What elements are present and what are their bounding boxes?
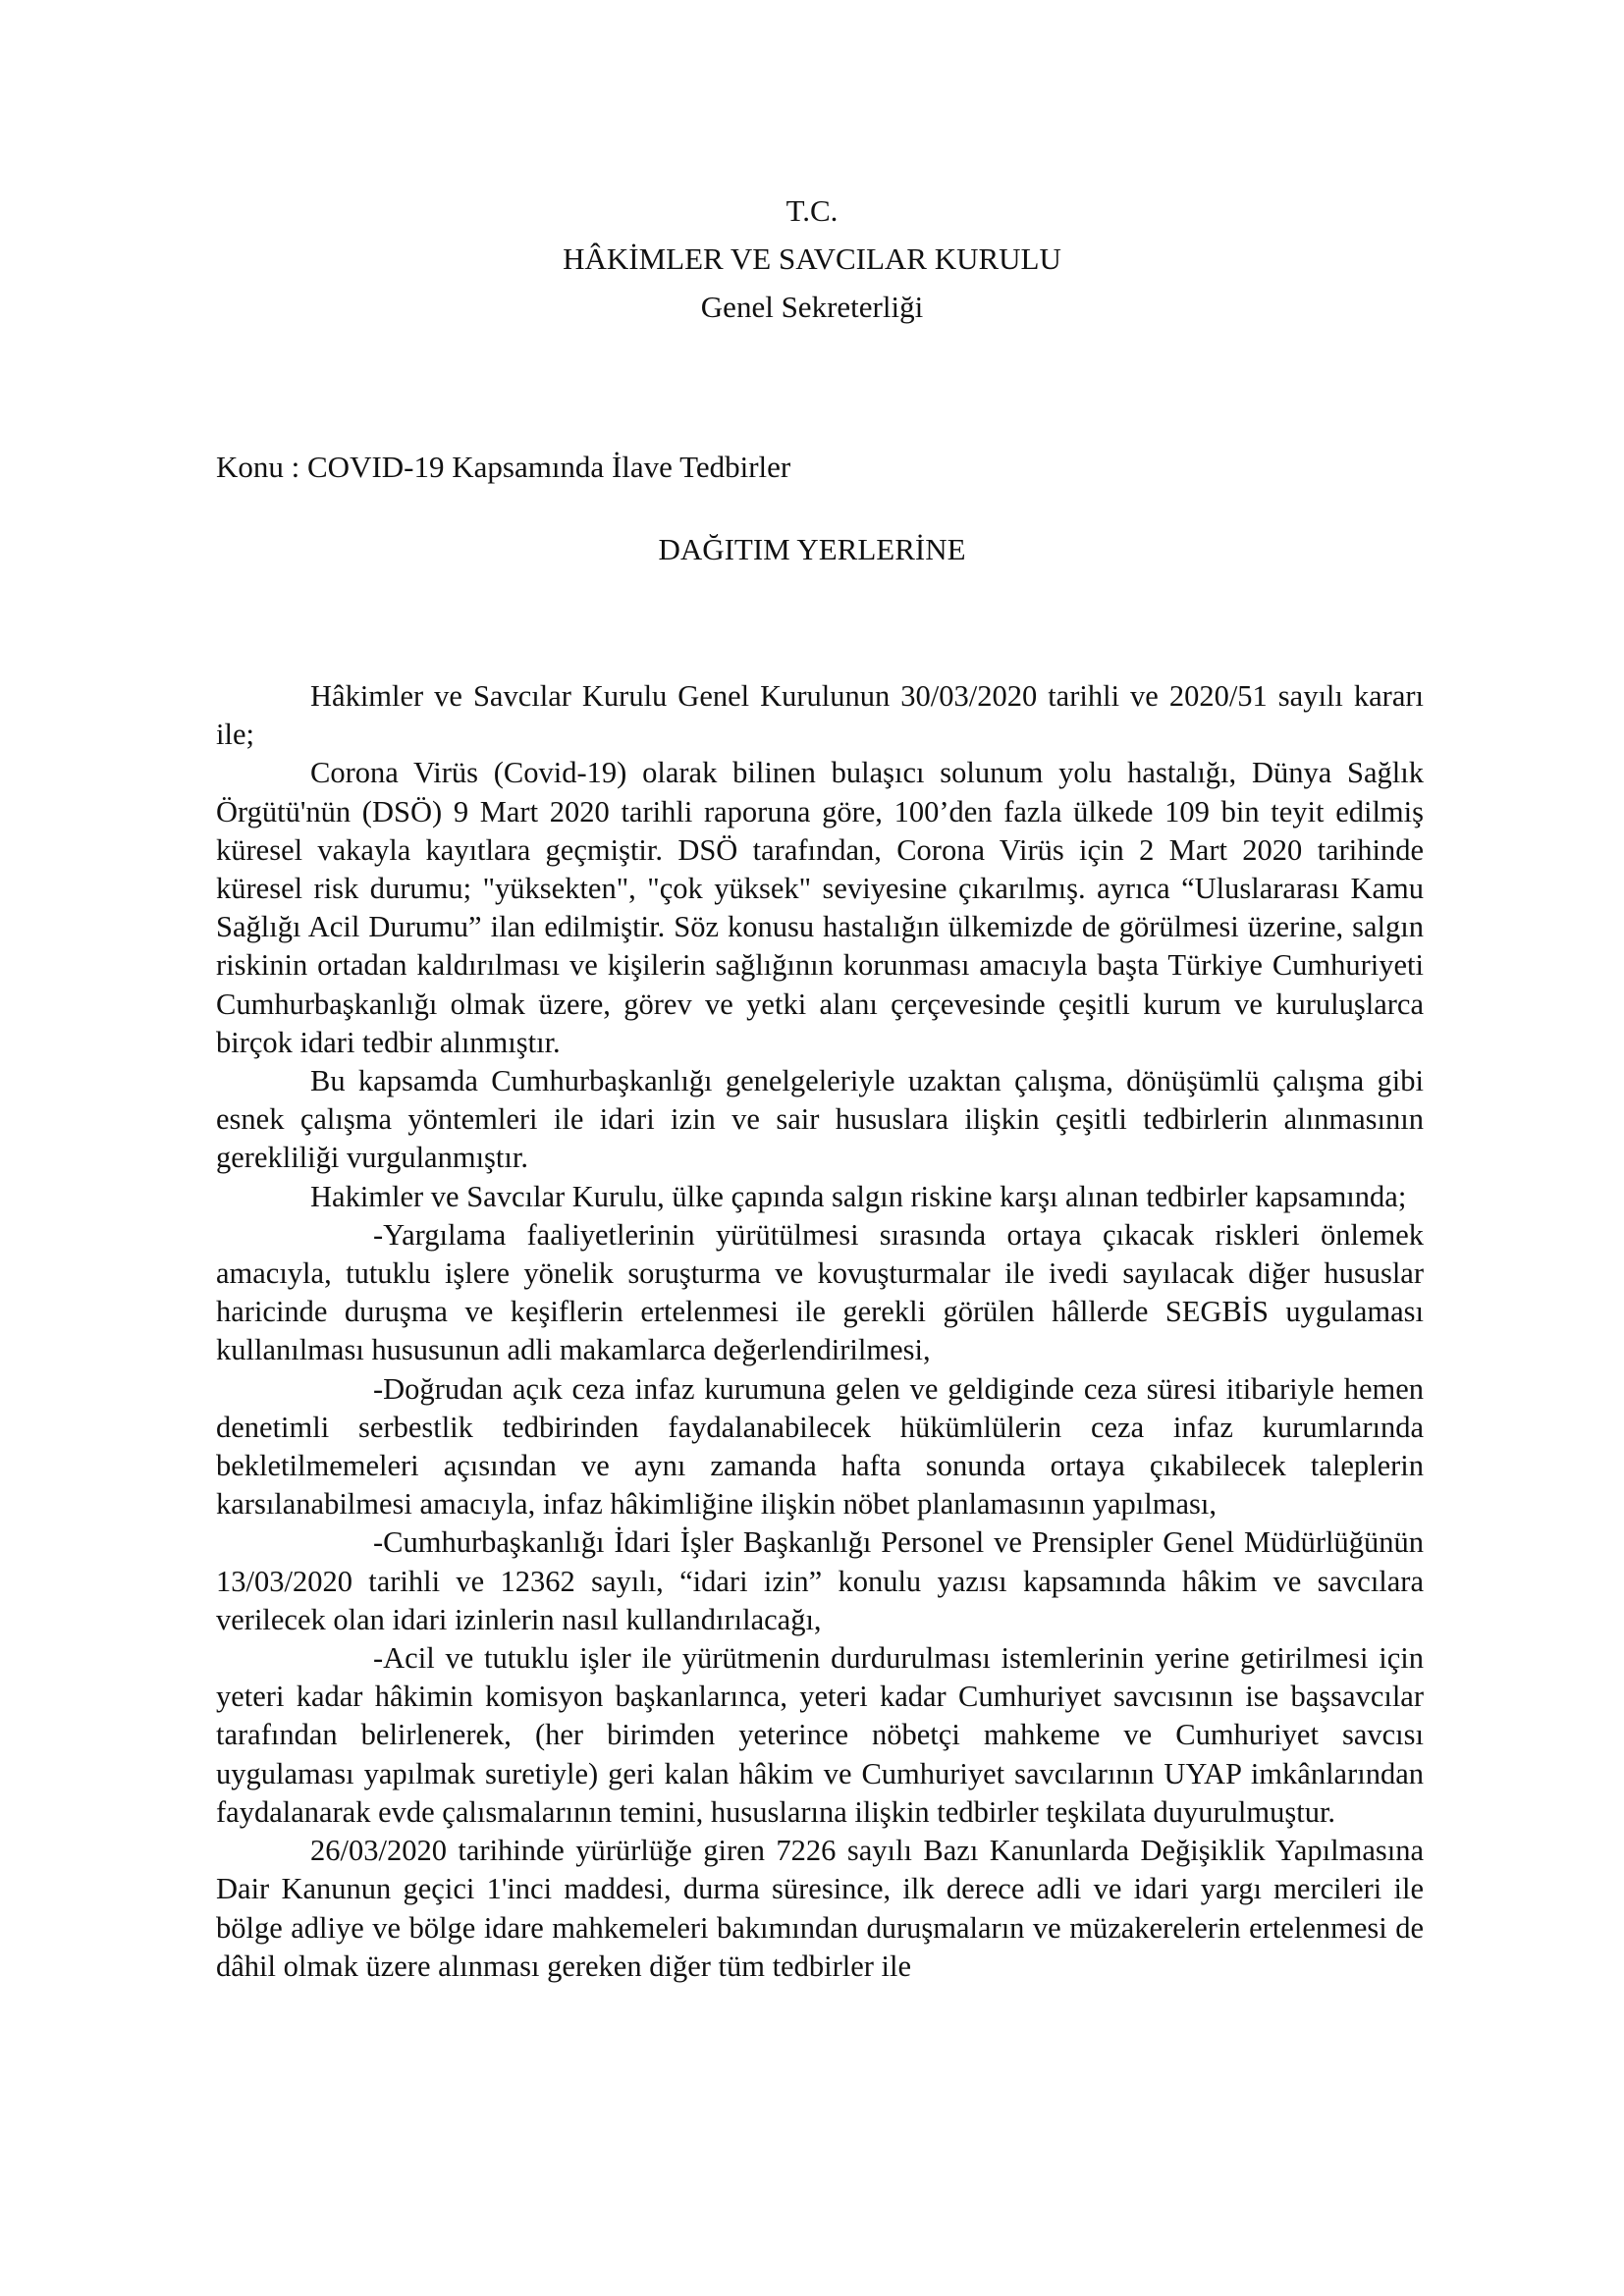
list-item: -Doğrudan açık ceza infaz kurumuna gelen ve geldiginde ceza süresi itibariyle hemen denetimli serbestlik tedbirinden faydalanabilecek hükümlülerin ceza infaz kurumlarında bekletilmemeleri açısından ve aynı zamanda hafta sonunda ortaya çıkabilecek taleplerin karsılanabilmesi amacıyla, infaz hâkimliğine ilişkin nöbet planlamasının yapılması, <box>216 1371 1424 1522</box>
list-item: -Cumhurbaşkanlığı İdari İşler Başkanlığı Personel ve Prensipler Genel Müdürlüğünün 13/03/2020 tarihli ve 12362 sayılı, “idari izin” konulu yazısı kapsamında hâkim ve savcılara verilecek olan idari izinlerin nasıl kullandırılacağı, <box>216 1525 1424 1636</box>
header-country: T.C. <box>785 193 839 228</box>
paragraph: Corona Virüs (Covid-19) olarak bilinen bulaşıcı solunum yolu hastalığı, Dünya Sağlık Örgütü'nün (DSÖ) 9 Mart 2020 tarihli raporuna göre, 100’den fazla ülkede 109 bin teyit edilmiş küresel vakayla kayıtlara geçmiştir. DSÖ tarafından, Corona Virüs için 2 Mart 2020 tarihinde küresel risk durumu; "yüksekten", "çok yüksek" seviyesine çıkarılmış. ayrıca “Uluslararası Kamu Sağlığı Acil Durumu” ilan edilmiştir. Söz konusu hastalığın ülkemizde de görülmesi üzerine, salgın riskinin ortadan kaldırılması ve kişilerin sağlığının korunması amacıyla başta Türkiye Cumhuriyeti Cumhurbaşkanlığı olmak üzere, görev ve yetki alanı çerçevesinde çeşitli kurum ve kuruluşlarca birçok idari tedbir alınmıştır. <box>216 756 1424 1059</box>
paragraph: Hakimler ve Savcılar Kurulu, ülke çapında salgın riskine karşı alınan tedbirler kapsamında; <box>310 1179 1407 1213</box>
paragraph: Bu kapsamda Cumhurbaşkanlığı genelgeleriyle uzaktan çalışma, dönüşümlü çalışma gibi esnek çalışma yöntemleri ile idari izin ve sair hususlara ilişkin çeşitli tedbirlerin alınmasının gerekliliği vurgulanmıştır. <box>216 1064 1424 1175</box>
distribution-heading: DAĞITIM YERLERİNE <box>658 532 966 566</box>
header-department: Genel Sekreterliği <box>700 290 924 324</box>
subject-line: Konu : COVID-19 Kapsamında İlave Tedbirler <box>216 450 791 484</box>
document-body <box>216 677 1424 1986</box>
paragraph: Hâkimler ve Savcılar Kurulu Genel Kurulunun 30/03/2020 tarihli ve 2020/51 sayılı kararı ile; <box>216 679 1424 752</box>
paragraph: 26/03/2020 tarihinde yürürlüğe giren 7226 sayılı Bazı Kanunlarda Değişiklik Yapılmasına Dair Kanunun geçici 1'inci maddesi, durma süresince, ilk derece adli ve idari yargı mercileri ile bölge adliye ve bölge idare mahkemeleri bakımından duruşmaların ve müzakerelerin ertelenmesi de dâhil olmak üzere alınması gereken diğer tüm tedbirler ile <box>216 1834 1424 1983</box>
list-item: -Acil ve tutuklu işler ile yürütmenin durdurulması istemlerinin yerine getirilmesi için yeteri kadar hâkimin komisyon başkanlarınca, yeteri kadar Cumhuriyet savcısının ise başsavcılar tarafından belirlenerek, (her birimden yeterince nöbetçi mahkeme ve Cumhuriyet savcısı uygulaması yapılmak suretiyle) geri kalan hâkim ve Cumhuriyet savcılarının UYAP imkânlarından faydalanarak evde çalısmalarının temini, hususlarına ilişkin tedbirler teşkilata duyurulmuştur. <box>216 1641 1424 1829</box>
list-item: -Yargılama faaliyetlerinin yürütülmesi sırasında ortaya çıkacak riskleri önlemek amacıyla, tutuklu işlere yönelik soruşturma ve kovuşturmalar ile ivedi sayılacak diğer hususlar haricinde duruşma ve keşiflerin ertelenmesi ile gerekli görülen hâllerde SEGBİS uygulaması kullanılması hususunun adli makamlarca değerlendirilmesi, <box>216 1217 1424 1367</box>
document-header <box>0 187 1624 331</box>
header-institution: HÂKİMLER VE SAVCILAR KURULU <box>563 241 1061 276</box>
